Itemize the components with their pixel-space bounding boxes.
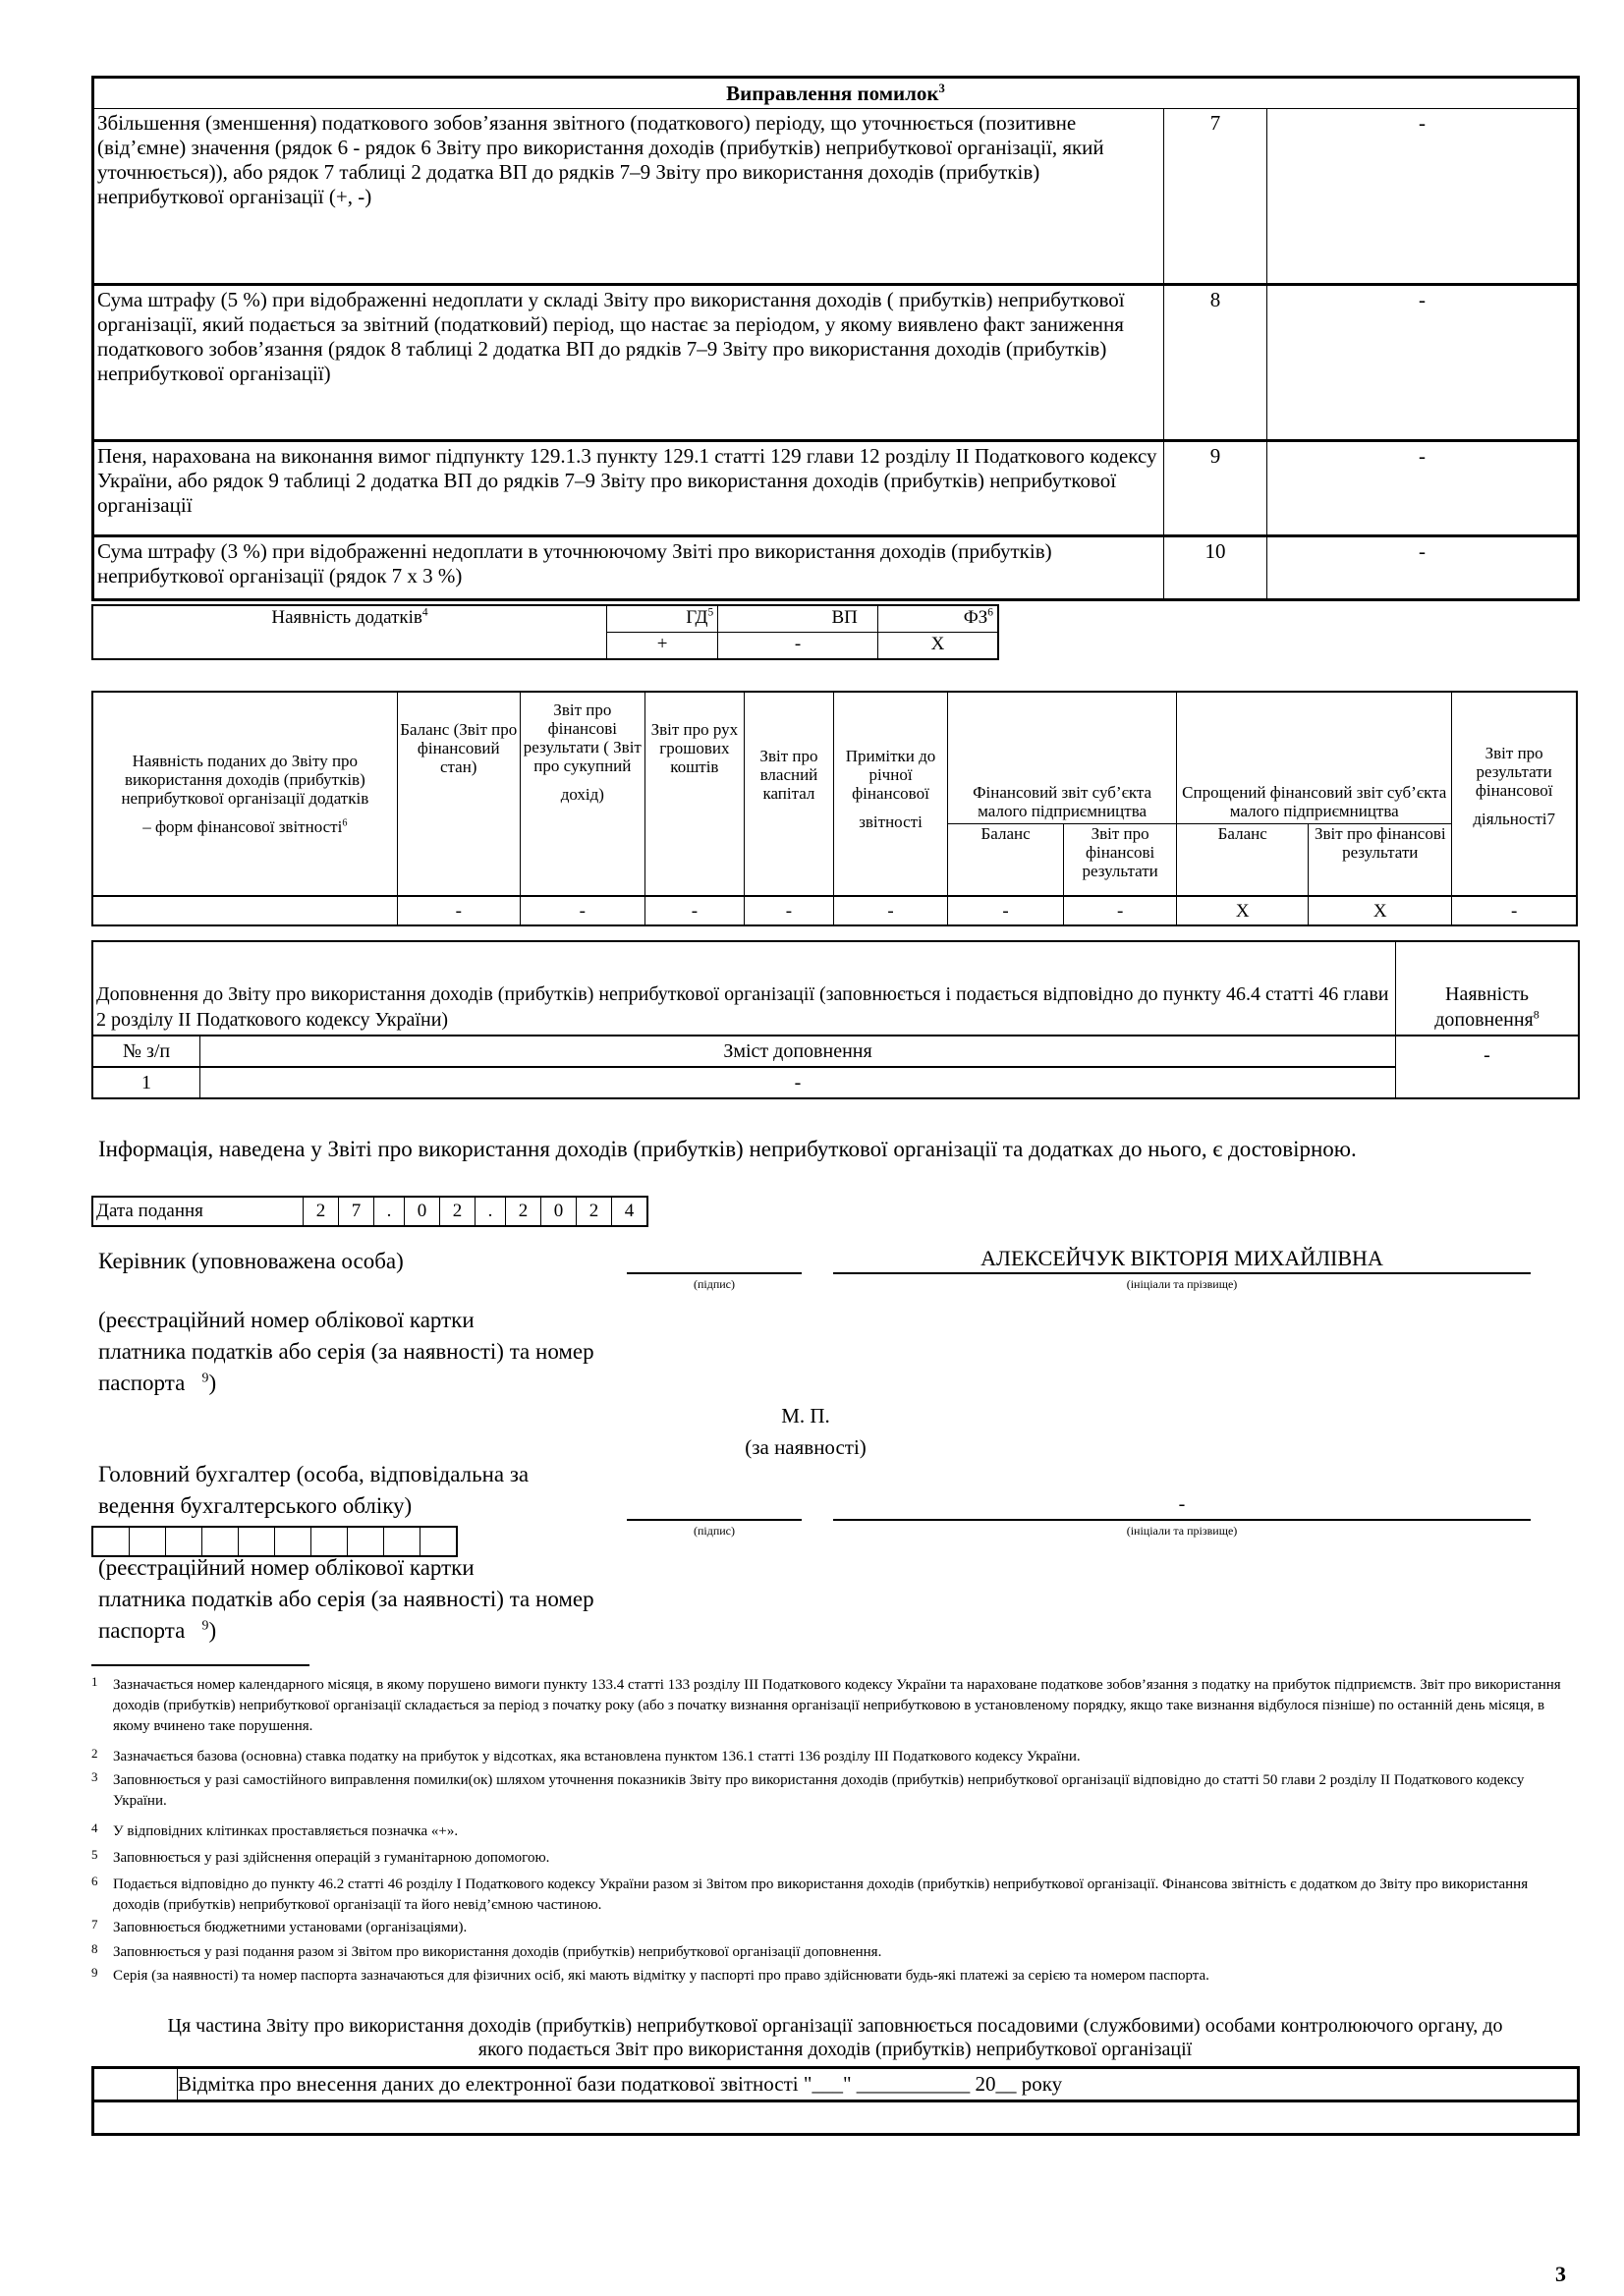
addenda-label: Наявність додатків$^4$ [92, 605, 607, 659]
sub-balance-small: Баланс [948, 824, 1064, 897]
supplement-row-number: 1 [92, 1067, 200, 1098]
footnote-8: 8 Заповнюється у разі подання разом зі Звітом про використання доходів (прибутків) неприбуткової організації доповнення. [91, 1941, 882, 1960]
official-section-table [91, 2066, 1580, 2136]
group-small-enterprise: Фінансовий звіт суб’єкта малого підприємництва [948, 692, 1177, 824]
col-balance: Баланс (Звіт про фінансовий стан) [397, 692, 520, 896]
footnote-6: 6 Подається відповідно до пункту 46.2 статті 46 розділу І Податкового кодексу України разом зі Звітом про використання доходів (прибутків) неприбуткової організації. Фінансова звітність є додатком до Звіту про використання доходів (прибутків) неприбуткової організації та його невід’ємною частиною. [91, 1874, 1529, 1913]
col-activity-results: Звіт про результати фінансової діяльності7 [1452, 692, 1577, 896]
row-description: Сума штрафу (3 %) при відображенні недоплати в уточнюючому Звіті про використання доходів (прибутків) неприбуткової організації (рядок 7 х 3 %) [93, 536, 1164, 600]
row-line-number: 7 [1164, 109, 1267, 285]
value-activity-results[interactable]: - [1452, 896, 1577, 925]
name-caption: (ініціали та прізвище) [1126, 1277, 1238, 1291]
footnote-2: 2 Зазначається базова (основна) ставка податку на прибуток у відсотках, яка встановлена пунктом 136.1 статті 136 розділу ІІІ Податкового кодексу України. [91, 1746, 1081, 1764]
addenda-col-gd: $ГД^5$ [607, 605, 718, 633]
value-small-balance[interactable]: - [948, 896, 1064, 925]
table-row [92, 1067, 1579, 1098]
sub-balance-simplified: Баланс [1177, 824, 1309, 897]
error-corrections-table [91, 76, 1580, 601]
sub-fin-results-simplified: Звіт про фінансові результати [1309, 824, 1452, 897]
financial-statements-table [91, 691, 1578, 926]
supplement-presence-label: Наявність доповнення$^8$ [1396, 941, 1580, 1036]
stamp-note: М. П. (за наявності) [745, 1404, 867, 1459]
accountant-label: Головний бухгалтер (особа, відповідальна за ведення бухгалтерського обліку) [98, 1462, 530, 1518]
date-char[interactable]: 2 [440, 1197, 476, 1226]
value-fin-results[interactable]: - [520, 896, 644, 925]
col-notes: Примітки до річної фінансової звітності [833, 692, 947, 896]
value-simplified-fin-results[interactable]: X [1309, 896, 1452, 925]
official-mark-label[interactable]: Відмітка про внесення даних до електронної бази податкової звітності "___" ___________ 20__ року [178, 2068, 1579, 2101]
date-char[interactable]: . [476, 1197, 506, 1226]
supplement-row-content[interactable]: - [200, 1067, 1396, 1098]
date-char[interactable]: 4 [612, 1197, 648, 1226]
signature-caption: (підпис) [693, 1277, 736, 1291]
addenda-value-fz[interactable]: X [877, 633, 998, 660]
accountant-signature-line[interactable] [627, 1519, 802, 1521]
footnote-separator [91, 1664, 309, 1666]
group-simplified: Спрощений фінансовий звіт суб’єкта малого підприємництва [1177, 692, 1452, 824]
table-row [93, 285, 1579, 441]
head-name[interactable]: АЛЕКСЕЙЧУК ВІКТОРІЯ МИХАЙЛІВНА [980, 1246, 1383, 1270]
head-name-line [833, 1272, 1531, 1274]
row-description: Сума штрафу (5 %) при відображенні недоплати у складі Звіту про використання доходів ( прибутків) неприбуткової організації, який подається за звітний (податковий) період, що настає за періодом, у якому виявлено факт заниження податкового зобов’язання (рядок 8 таблиці 2 додатка ВП до рядків 7–9 Звіту про використання доходів (прибутків) неприбуткової організації) [93, 285, 1164, 441]
addenda-table [91, 604, 999, 660]
head-reg-note: (реєстраційний номер облікової картки платника податків або серія (за наявності) та номер паспорта $^9$) [98, 1308, 594, 1395]
footnote-9: 9 Серія (за наявності) та номер паспорта зазначаються для фізичних осіб, які мають відмітку у паспорті про право здійснювати будь-які платежі за серією та номером паспорта. [91, 1965, 1209, 1984]
addenda-col-vp: ВП [718, 605, 878, 633]
official-empty-row[interactable] [93, 2101, 1579, 2135]
official-blank-cell [93, 2068, 178, 2101]
date-char[interactable]: 0 [405, 1197, 440, 1226]
value-cash-flow[interactable]: - [644, 896, 744, 925]
col-content-header: Зміст доповнення [200, 1036, 1396, 1067]
row-value[interactable]: - [1267, 109, 1579, 285]
financial-values-label-cell [92, 896, 397, 925]
row-description: Збільшення (зменшення) податкового зобов’язання звітного (податкового) періоду, що уточнюється (позитивне (від’ємне) значення (рядок 6 - рядок 6 Звіту про використання доходів (прибутків) неприбуткової організації, який уточнюється)), або рядок 7 таблиці 2 додатка ВП до рядків 7–9 Звіту про використання доходів (прибутків) неприбуткової організації (+, -) [93, 109, 1164, 285]
date-char[interactable]: 2 [304, 1197, 339, 1226]
page-number: 3 [1555, 2262, 1566, 2286]
head-signature-line[interactable] [627, 1272, 802, 1274]
name-caption: (ініціали та прізвище) [1126, 1524, 1238, 1538]
date-char[interactable]: . [374, 1197, 405, 1226]
row-line-number: 10 [1164, 536, 1267, 600]
row-line-number: 9 [1164, 441, 1267, 536]
row-value[interactable]: - [1267, 536, 1579, 600]
footnote-7: 7 Заповнюється бюджетними установами (організаціями). [91, 1917, 468, 1935]
date-char[interactable]: 0 [541, 1197, 577, 1226]
date-char[interactable]: 7 [339, 1197, 374, 1226]
signature-caption: (підпис) [693, 1524, 736, 1538]
table-row [93, 109, 1579, 285]
submission-date-label: Дата подання [92, 1197, 304, 1226]
supplement-heading: Доповнення до Звіту про використання доходів (прибутків) неприбуткової організації (заповнюється і подається відповідно до пункту 46.4 статті 46 глави 2 розділу II Податкового кодексу України) [92, 941, 1396, 1036]
row-description: Пеня, нарахована на виконання вимог підпункту 129.1.3 пункту 129.1 статті 129 глави 12 розділу II Податкового кодексу України, або рядок 9 таблиці 2 додатка ВП до рядків 7–9 Звіту про використання доходів (прибутків) неприбуткової організації [93, 441, 1164, 536]
accountant-name-line [833, 1519, 1531, 1521]
date-char[interactable]: 2 [506, 1197, 541, 1226]
addenda-col-fz: $ФЗ^6$ [877, 605, 998, 633]
head-label: Керівник (уповноважена особа) [98, 1249, 404, 1273]
value-equity[interactable]: - [744, 896, 833, 925]
submission-date [91, 1196, 648, 1227]
supplement-presence-value[interactable]: - [1396, 1036, 1580, 1098]
col-equity: Звіт про власний капітал [744, 692, 833, 896]
row-value[interactable]: - [1267, 285, 1579, 441]
footnote-3: 3 Заповнюється у разі самостійного виправлення помилки(ок) шляхом уточнення показників Звіту про використання доходів (прибутків) неприбуткової організації відповідно до статті 50 глави 2 розділу ІІ Податкового кодексу України. [91, 1769, 1525, 1809]
error-corrections-title: Виправлення помилок$^3$ [93, 78, 1579, 109]
table-row [93, 441, 1579, 536]
table-row [93, 536, 1579, 600]
footnote-4: 4 У відповідних клітинках проставляється позначка «+». [91, 1820, 459, 1839]
date-char[interactable]: 2 [577, 1197, 612, 1226]
accountant-reg-note: (реєстраційний номер облікової картки платника податків або серія (за наявності) та номер паспорта $^9$) [98, 1555, 594, 1643]
footnote-1: 1 Зазначається номер календарного місяця, в якому порушено вимоги пункту 133.4 статті 133 розділу ІІІ Податкового кодексу України та нараховане податкове зобов’язання з податку на прибуток підприємств. Звіт про використання доходів (прибутків) неприбуткової організації складається за період з початку року (або з початку визнання організації неприбутковою в установленому порядку, якщо таке визнання відбулося пізніше) по останній день місяця, в якому вчинено таке порушення. [91, 1674, 1561, 1734]
value-simplified-balance[interactable]: X [1177, 896, 1309, 925]
addenda-value-gd[interactable]: + [607, 633, 718, 660]
col-number-header: № з/п [92, 1036, 200, 1067]
col-cash-flow: Звіт про рух грошових коштів [644, 692, 744, 896]
sub-fin-results-small: Звіт про фінансові результати [1064, 824, 1177, 897]
value-notes[interactable]: - [833, 896, 947, 925]
addenda-value-vp[interactable]: - [718, 633, 878, 660]
accuracy-statement: Інформація, наведена у Звіті про використання доходів (прибутків) неприбуткової організації та додатках до нього, є достовірною. [98, 1137, 1357, 1161]
official-section-note: Ця частина Звіту про використання доходів (прибутків) неприбуткової організації заповнюється посадовими (службовими) особами контролюючого органу, до якого подається Звіт про використання доходів (прибутків) неприбуткової організації [167, 2015, 1503, 2060]
col-fin-results: Звіт про фінансові результати ( Звіт про сукупний дохід) [520, 692, 644, 896]
row-value[interactable]: - [1267, 441, 1579, 536]
row-line-number: 8 [1164, 285, 1267, 441]
accountant-name[interactable]: - [1178, 1493, 1186, 1515]
footnote-5: 5 Заповнюється у разі здійснення операцій з гуманітарною допомогою. [91, 1847, 550, 1866]
value-balance[interactable]: - [397, 896, 520, 925]
financial-row-label: Наявність поданих до Звіту про використання доходів (прибутків) неприбуткової організації додатків – форм фінансової звітності$^6$ [92, 692, 397, 896]
supplement-table [91, 940, 1580, 1099]
value-small-fin-results[interactable]: - [1064, 896, 1177, 925]
